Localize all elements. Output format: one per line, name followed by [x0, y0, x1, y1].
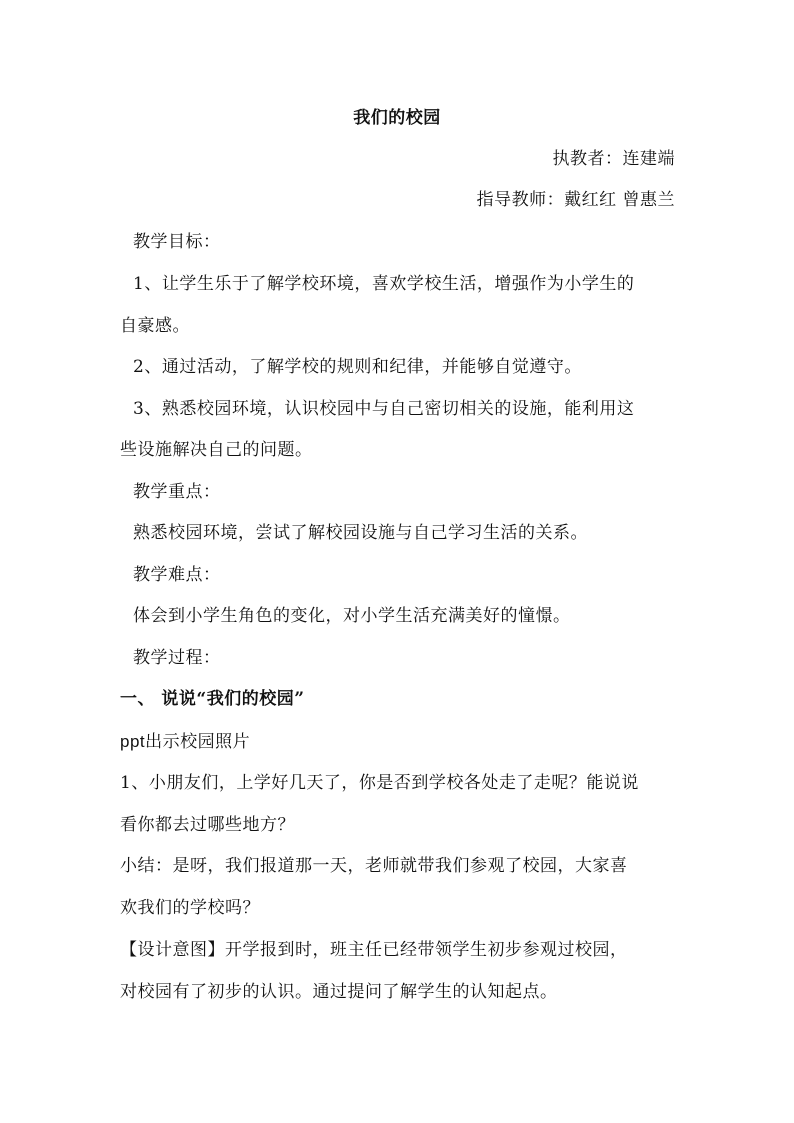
- document-title: 我们的校园: [353, 108, 441, 128]
- key-point-heading: 教学重点：: [133, 482, 221, 502]
- goal-2: 2、通过活动，了解学校的规则和纪律，并能够自觉遵守。: [133, 357, 582, 377]
- design-intent-line-2: 对校园有了初步的认识。通过提问了解学生的认知起点。: [120, 982, 558, 1002]
- section-1-heading: 一、 说说“我们的校园”: [120, 689, 305, 709]
- ppt-line: [120, 731, 250, 753]
- question-1-line-1: 1、小朋友们，上学好几天了，你是否到学校各处走了走呢？能说说: [120, 773, 639, 793]
- question-1-line-2: 看你都去过哪些地方？: [120, 815, 295, 835]
- summary-line-1: 小结：是呀，我们报道那一天，老师就带我们参观了校园，大家喜: [120, 856, 628, 876]
- key-point-text: 熟悉校园环境，尝试了解校园设施与自己学习生活的关系。: [133, 523, 588, 543]
- goal-1-line-2: 自豪感。: [120, 316, 190, 336]
- process-heading: 教学过程：: [133, 648, 221, 668]
- difficulty-text: 体会到小学生角色的变化，对小学生活充满美好的憧憬。: [133, 606, 571, 626]
- goals-heading: 教学目标：: [133, 232, 221, 252]
- goal-3-line-2: 些设施解决自己的问题。: [120, 440, 313, 460]
- advisor-line: 指导教师：戴红红 曾惠兰: [476, 190, 675, 210]
- goal-3-line-1: 3、熟悉校园环境，认识校园中与自己密切相关的设施，能利用这: [133, 399, 635, 419]
- ppt-label: ppt: [120, 732, 146, 751]
- design-intent-line-1: 【设计意图】开学报到时，班主任已经带领学生初步参观过校园，: [120, 940, 628, 960]
- ppt-text: 出示校园照片: [145, 732, 251, 752]
- goal-1-line-1: 1、让学生乐于了解学校环境，喜欢学校生活，增强作为小学生的: [133, 274, 635, 294]
- author-line: 执教者：连建端: [552, 149, 675, 169]
- difficulty-heading: 教学难点：: [133, 565, 221, 585]
- summary-line-2: 欢我们的学校吗？: [120, 898, 260, 918]
